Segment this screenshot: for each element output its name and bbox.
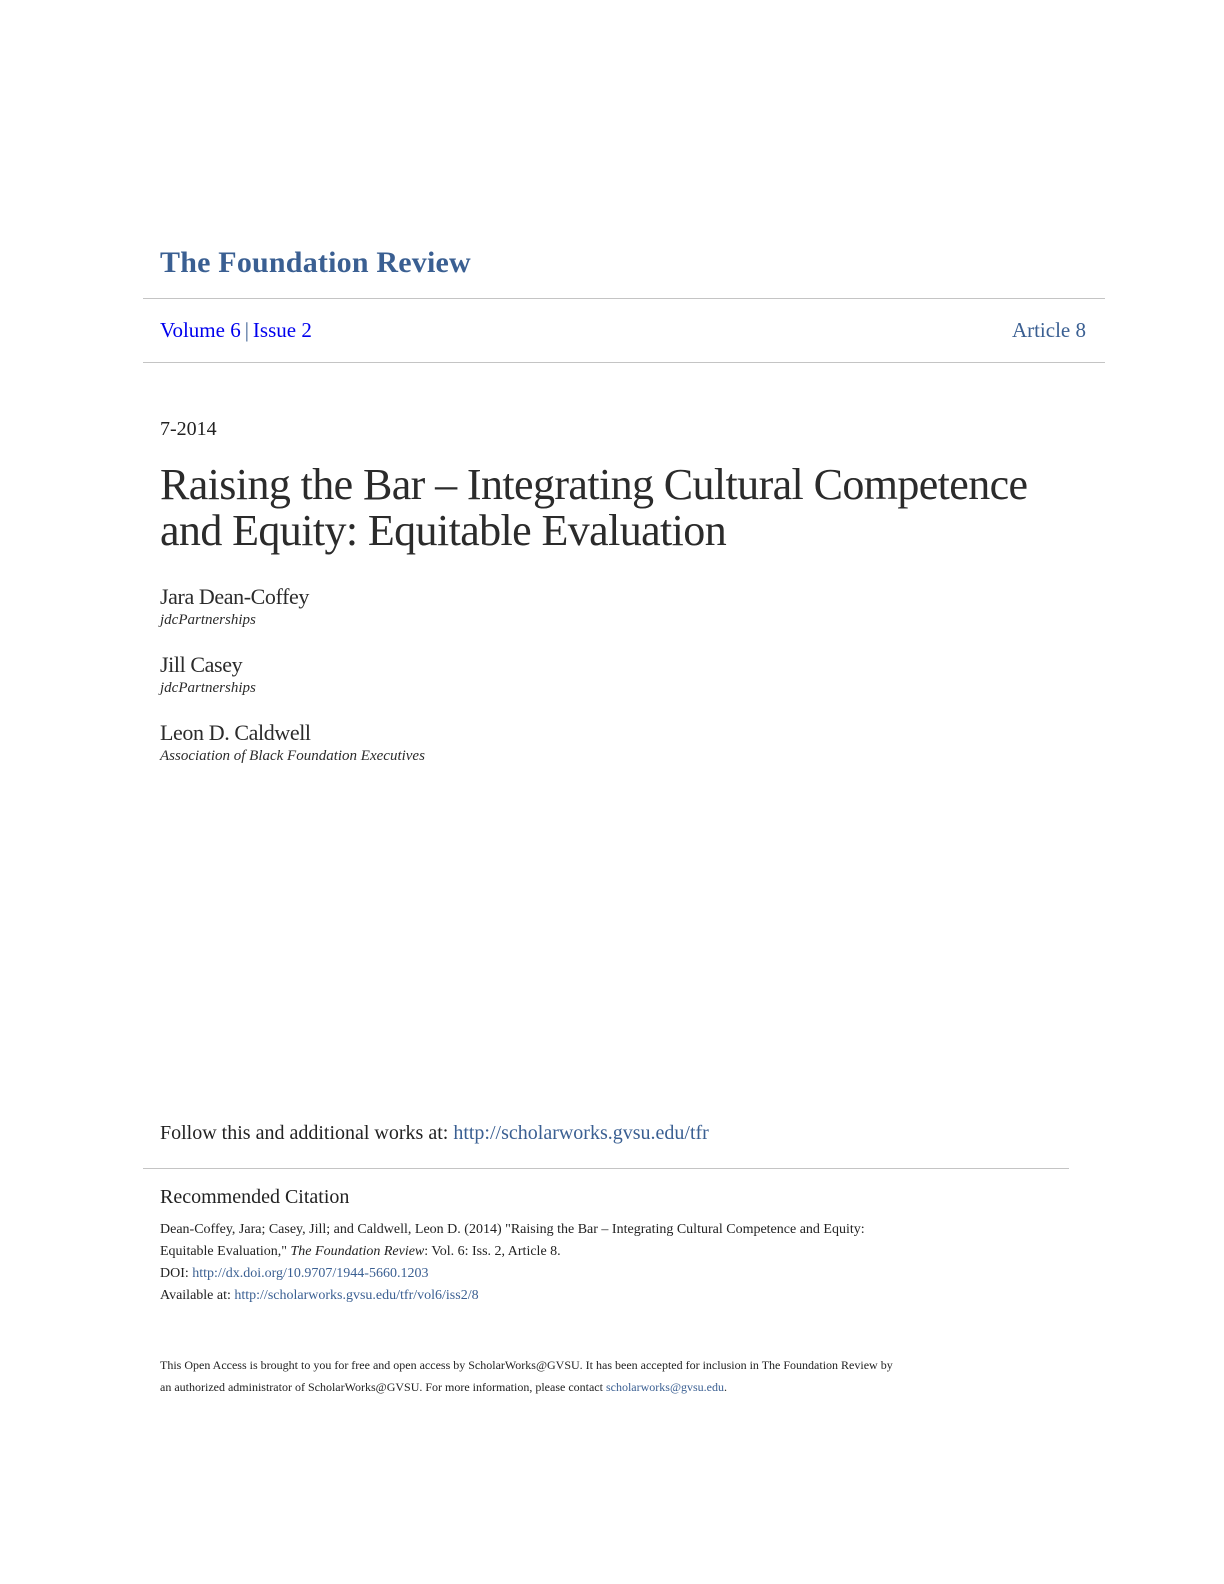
article-title [160,462,1100,554]
citation-line-2 [160,1241,1060,1263]
doi-link[interactable]: http://dx.doi.org/10.9707/1944-5660.1203 [192,1266,429,1281]
author-name: Jill Casey [160,652,243,677]
citation-journal-name: The Foundation Review [290,1244,425,1259]
notice-end: . [724,1380,727,1394]
author-name: Leon D. Caldwell [160,720,311,745]
open-access-notice [160,1354,1060,1398]
citation-line-1: Dean-Coffey, Jara; Casey, Jill; and Caldwell, Leon D. (2014) "Raising the Bar – Integrating Cultural Competence and Equity: [160,1222,865,1237]
volume-issue-line [160,318,312,343]
available-at-link[interactable]: http://scholarworks.gvsu.edu/tfr/vol6/iss2/8 [234,1288,479,1303]
author-list [160,584,425,788]
author-affiliation: Association of Black Foundation Executives [160,748,425,764]
available-label: Available at: [160,1288,235,1303]
publication-date: 7-2014 [160,418,217,440]
notice-line-1: This Open Access is brought to you for free and open access by ScholarWorks@GVSU. It has been accepted for inclusion in The Foundation Review by [160,1358,893,1372]
author-entry [160,584,425,630]
citation-divider [143,1168,1069,1169]
journal-title[interactable]: The Foundation Review [160,246,471,279]
recommended-citation-heading: Recommended Citation [160,1186,350,1208]
notice-line-2 [160,1376,1060,1398]
citation-available-at [160,1285,1060,1307]
article-title-line-2: and Equity: Equitable Evaluation [160,506,727,555]
doi-label: DOI: [160,1266,193,1281]
citation-block [160,1219,1060,1307]
author-entry [160,720,425,766]
article-number-link[interactable]: Article 8 [1011,318,1086,342]
volume-issue-separator: | [244,318,249,342]
author-affiliation: jdcPartnerships [160,680,256,696]
author-name: Jara Dean-Coffey [160,584,309,609]
volume-link[interactable]: Volume 6 [160,318,241,342]
notice-text: an authorized administrator of ScholarWorks@GVSU. For more information, please contact [160,1380,606,1394]
author-affiliation: jdcPartnerships [160,612,256,628]
contact-email-link[interactable]: scholarworks@gvsu.edu [605,1380,724,1394]
follow-works-line [160,1122,709,1145]
citation-text: Equitable Evaluation," [160,1244,291,1259]
follow-text: Follow this and additional works at: [160,1122,454,1144]
author-entry [160,652,425,698]
article-title-line-1: Raising the Bar – Integrating Cultural Competence [160,460,1028,509]
follow-works-link[interactable]: http://scholarworks.gvsu.edu/tfr [453,1122,709,1144]
citation-volume-info: : Vol. 6: Iss. 2, Article 8. [424,1244,561,1259]
issue-link[interactable]: Issue 2 [252,318,312,342]
header-divider-bottom [143,362,1105,363]
citation-doi [160,1263,1060,1285]
header-divider-top [143,298,1105,299]
